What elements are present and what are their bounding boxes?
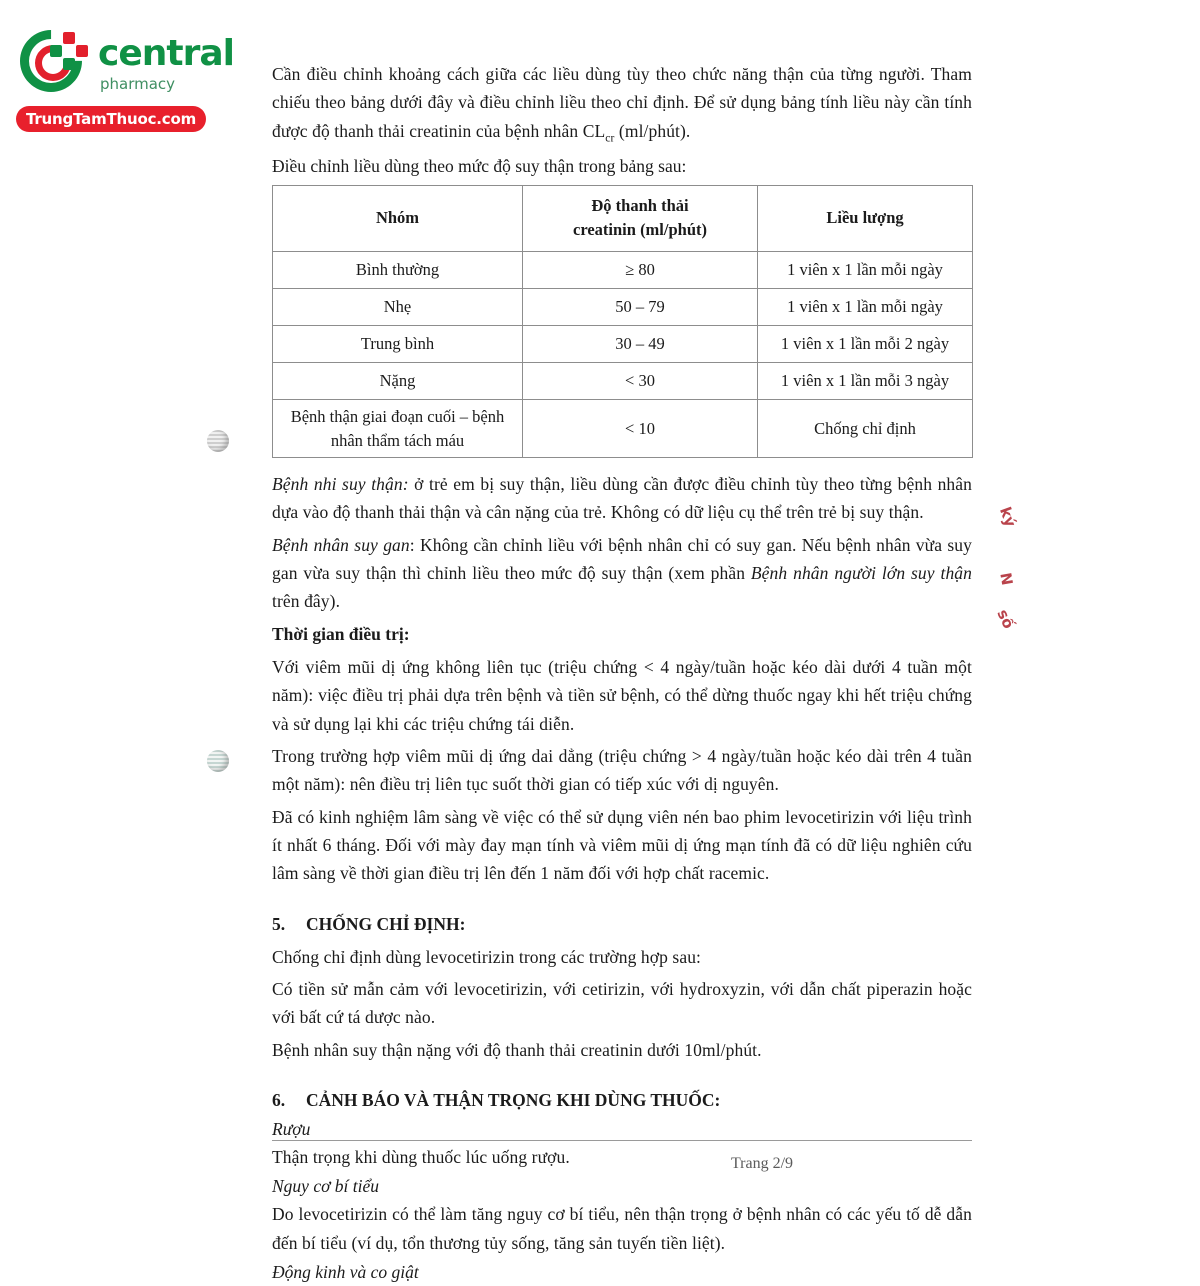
table-header-clearance: [523, 186, 758, 252]
section-5-heading: [272, 914, 972, 935]
margin-red-annotation: N: [996, 571, 1017, 587]
section-6-sub-epilepsy: Động kinh và co giật: [272, 1262, 419, 1283]
logo-tagline: pharmacy: [100, 75, 176, 93]
hepatic-label: Bệnh nhân suy gan: [272, 534, 410, 555]
pediatric-label: Bệnh nhi suy thận:: [272, 473, 409, 494]
page-hole-artifact: [207, 430, 229, 452]
table-header-group: Nhóm: [273, 186, 523, 252]
table-row: [273, 289, 973, 326]
logo-row: [18, 24, 236, 96]
cell-group: Nặng: [273, 363, 523, 400]
table-row: [273, 400, 973, 458]
table-row: [273, 252, 973, 289]
cell-group: Bệnh thận giai đoạn cuối – bệnh nhân thẩm tách máu: [273, 400, 523, 458]
pediatric-renal-paragraph: [272, 470, 972, 527]
page-footer: [272, 1140, 972, 1173]
logo-cross-left-icon: [50, 45, 62, 57]
duration-paragraph-1: Với viêm mũi dị ứng không liên tục (triệu chứng < 4 ngày/tuần hoặc kéo dài dưới 4 tuần một năm): việc điều trị phải dựa trên bệnh và tiền sử bệnh, có thể dừng thuốc ngay khi hết triệu chứng và sử dụng lại khi các triệu chứng tái diễn.: [272, 656, 972, 734]
section-6-urinary-retention-text: Do levocetirizin có thể làm tăng nguy cơ bí tiểu, nên thận trọng ở bệnh nhân có các yếu tố dễ dẫn đến bí tiểu (ví dụ, tổn thương tủy sống, tăng sản tuyến tiền liệt).: [272, 1204, 972, 1253]
cell-dose: 1 viên x 1 lần mỗi ngày: [758, 289, 973, 326]
cell-dose: 1 viên x 1 lần mỗi 3 ngày: [758, 363, 973, 400]
intro-paragraph-tail: (ml/phút).: [614, 120, 691, 141]
hepatic-impairment-paragraph: [272, 531, 972, 616]
section-5-title: CHỐNG CHỈ ĐỊNH:: [306, 913, 466, 934]
table-header-row: [273, 186, 973, 252]
section-5-lead: Chống chỉ định dùng levocetirizin trong các trường hợp sau:: [272, 946, 702, 967]
logo-cross-right-icon: [76, 45, 88, 57]
duration-paragraph-3: Đã có kinh nghiệm lâm sàng về việc có thể sử dụng viên nén bao phim levocetirizin với liệu trình ít nhất 6 tháng. Đối với mày đay mạn tính và viêm mũi dị ứng mạn tính đã có dữ liệu nghiên cứu lâm sàng về thời gian điều trị lên đến 1 năm đối với hợp chất racemic.: [272, 806, 972, 884]
cell-group: Trung bình: [273, 326, 523, 363]
website-banner-label: TrungTamThuoc.com: [25, 110, 197, 128]
margin-red-annotation: ký: [996, 504, 1020, 530]
hepatic-text-2: trên đây).: [272, 591, 341, 612]
table-lead-line: Điều chỉnh liều dùng theo mức độ suy thận trong bảng sau:: [272, 155, 687, 176]
renal-dose-adjustment-table: [272, 185, 973, 458]
logo-cross-bottom-icon: [63, 58, 75, 70]
cell-clearance: < 10: [523, 400, 758, 458]
duration-paragraph-2: Trong trường hợp viêm mũi dị ứng dai dẳng (triệu chứng > 4 ngày/tuần hoặc kéo dài trên 4 tuần một năm): nên điều trị liên tục suốt thời gian có tiếp xúc với dị nguyên.: [272, 746, 972, 795]
section-5-number: 5.: [272, 913, 286, 934]
table-row: [273, 363, 973, 400]
hepatic-text-1: : Không cần chỉnh liều với bệnh nhân chỉ có suy gan. Nếu bệnh nhân vừa suy gan vừa suy thận thì chỉnh liều theo mức độ suy thận (xem phần: [272, 534, 972, 583]
page-hole-artifact: [207, 750, 229, 772]
section-6-number: 6.: [272, 1090, 286, 1111]
table-header-dose: Liều lượng: [758, 186, 973, 252]
document-body: [272, 60, 972, 1286]
website-banner: [16, 106, 206, 132]
cell-dose: 1 viên x 1 lần mỗi ngày: [758, 252, 973, 289]
intro-paragraph-main: Cần điều chỉnh khoảng cách giữa các liều dùng tùy theo chức năng thận của từng người. Tham chiếu theo bảng dưới đây và điều chỉnh liều theo chỉ định. Để sử dụng bảng tính liều này cần tính được độ thanh thải creatinin của bệnh nhân CL: [272, 64, 972, 141]
table-header-clearance-line2: creatinin (ml/phút): [573, 219, 707, 239]
cell-dose: Chống chỉ định: [758, 400, 973, 458]
logo-cross-top-icon: [63, 32, 75, 44]
footer-divider: [272, 1140, 972, 1141]
cell-group: Bình thường: [273, 252, 523, 289]
intro-paragraph: [272, 60, 972, 148]
section-6-sub-alcohol: Rượu: [272, 1119, 311, 1140]
section-6-title: CẢNH BÁO VÀ THẬN TRỌNG KHI DÙNG THUỐC:: [306, 1090, 721, 1111]
logo-wordmark: central: [98, 33, 234, 74]
cell-clearance: < 30: [523, 363, 758, 400]
table-row: [273, 326, 973, 363]
cell-clearance: ≥ 80: [523, 252, 758, 289]
margin-red-annotation: số: [993, 606, 1018, 632]
logo-text-group: [98, 24, 234, 92]
brand-logo-block: [18, 24, 236, 132]
hepatic-cross-reference: Bệnh nhân người lớn suy thận: [750, 562, 972, 583]
section-5-paragraph-2: Bệnh nhân suy thận nặng với độ thanh thải creatinin dưới 10ml/phút.: [272, 1039, 762, 1060]
cell-dose: 1 viên x 1 lần mỗi 2 ngày: [758, 326, 973, 363]
cell-clearance: 50 – 79: [523, 289, 758, 326]
cell-group: Nhẹ: [273, 289, 523, 326]
table-body: [273, 252, 973, 458]
section-6-sub-urinary-retention: Nguy cơ bí tiểu: [272, 1176, 380, 1197]
clcr-subscript: cr: [605, 132, 615, 145]
section-5-paragraph-1: Có tiền sử mẫn cảm với levocetirizin, với cetirizin, với hydroxyzin, với dẫn chất piperazin hoặc với bất cứ tá dược nào.: [272, 979, 972, 1028]
table-header-clearance-line1: Độ thanh thải: [591, 196, 689, 216]
pediatric-text: ở trẻ em bị suy thận, liều dùng cần được điều chỉnh tùy theo từng bệnh nhân dựa vào độ thanh thải thận và cân nặng của trẻ. Không có dữ liệu cụ thể trên trẻ bị suy thận.: [272, 473, 973, 523]
duration-heading: Thời gian điều trị:: [272, 623, 410, 644]
section-6-alcohol-text: Thận trọng khi dùng thuốc lúc uống rượu.: [272, 1147, 570, 1168]
page-number-label: Trang 2/9: [730, 1155, 794, 1172]
cell-clearance: 30 – 49: [523, 326, 758, 363]
central-pharmacy-logo-icon: [18, 24, 96, 96]
section-6-heading: [272, 1090, 972, 1111]
